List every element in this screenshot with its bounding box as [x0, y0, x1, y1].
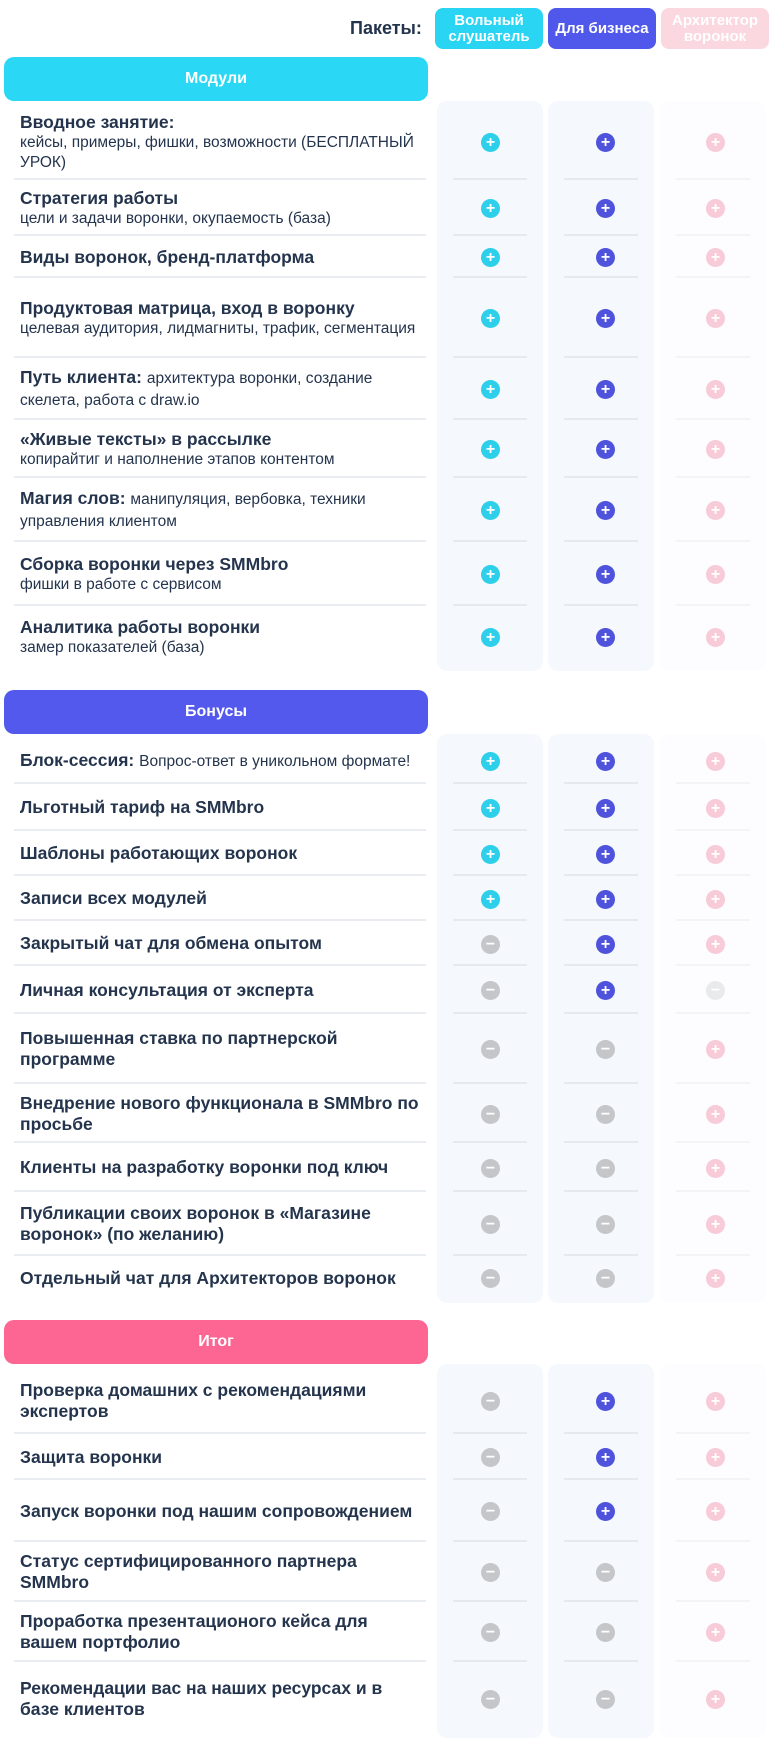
plus-circle-icon: +: [706, 1623, 725, 1642]
feature-text: [20, 104, 420, 180]
minus-circle-icon: −: [481, 1502, 500, 1521]
feature-text: [20, 1192, 420, 1256]
table-row: [0, 1084, 782, 1143]
plus-circle-icon: +: [596, 628, 615, 647]
plus-circle-icon: +: [706, 309, 725, 328]
plus-circle-icon: +: [706, 1269, 725, 1288]
feature-title: Путь клиента:: [20, 367, 142, 387]
feature-text: [20, 606, 420, 668]
feature-title: Шаблоны работающих воронок: [20, 843, 298, 863]
feature-title: Внедрение нового функционала в SMMbro по просьбе: [20, 1092, 419, 1134]
package-business[interactable]: Для бизнеса: [548, 8, 656, 49]
plus-circle-icon: +: [706, 752, 725, 771]
plus-circle-icon: +: [481, 752, 500, 771]
table-row: [0, 1367, 782, 1434]
plus-circle-icon: +: [706, 1690, 725, 1709]
feature-text: [20, 737, 420, 784]
feature-text: [20, 876, 420, 921]
feature-text: [20, 278, 420, 358]
plus-circle-icon: +: [596, 981, 615, 1000]
minus-circle-icon: −: [596, 1623, 615, 1642]
table-row: [0, 1014, 782, 1084]
minus-circle-icon: −: [596, 1690, 615, 1709]
plus-circle-icon: +: [596, 1502, 615, 1521]
table-row: [0, 278, 782, 358]
table-row: [0, 1602, 782, 1662]
plus-circle-icon: +: [596, 752, 615, 771]
table-row: [0, 236, 782, 278]
feature-text: [20, 1602, 420, 1662]
plus-circle-icon: +: [596, 133, 615, 152]
plus-circle-icon: +: [596, 799, 615, 818]
feature-desc: цели и задачи воронки, окупаемость (база): [20, 209, 331, 227]
table-row: [0, 831, 782, 876]
packages-header: [0, 8, 782, 50]
table-row: [0, 358, 782, 420]
feature-title: Проверка домашних с рекомендациями экспертов: [20, 1379, 367, 1421]
table-row: [0, 420, 782, 478]
table-row: [0, 737, 782, 784]
minus-circle-icon: −: [481, 1392, 500, 1411]
table-row: [0, 1480, 782, 1542]
minus-circle-icon: −: [481, 1215, 500, 1234]
plus-circle-icon: +: [596, 1448, 615, 1467]
plus-circle-icon: +: [706, 1502, 725, 1521]
feature-text: [20, 966, 420, 1014]
plus-circle-icon: +: [706, 1392, 725, 1411]
table-row: [0, 966, 782, 1014]
feature-text: [20, 1480, 420, 1542]
table-row: [0, 180, 782, 236]
packages-label: Пакеты:: [350, 18, 422, 38]
feature-title: Стратегия работы: [20, 187, 179, 208]
plus-circle-icon: +: [706, 133, 725, 152]
plus-circle-icon: +: [706, 380, 725, 399]
minus-circle-icon: −: [596, 1040, 615, 1059]
plus-circle-icon: +: [706, 565, 725, 584]
plus-circle-icon: +: [481, 565, 500, 584]
minus-circle-icon: −: [481, 1623, 500, 1642]
feature-title: Публикации своих воронок в «Магазине воронок» (по желанию): [20, 1203, 371, 1244]
plus-circle-icon: +: [481, 440, 500, 459]
plus-circle-icon: +: [706, 935, 725, 954]
feature-text: [20, 1662, 420, 1735]
plus-circle-icon: +: [481, 890, 500, 909]
plus-circle-icon: +: [706, 845, 725, 864]
plus-circle-icon: +: [706, 440, 725, 459]
table-row: [0, 478, 782, 542]
minus-circle-icon: −: [481, 935, 500, 954]
table-row: [0, 1662, 782, 1735]
feature-text: [20, 831, 420, 876]
minus-circle-icon: −: [596, 1215, 615, 1234]
table-row: [0, 921, 782, 966]
plus-circle-icon: +: [596, 845, 615, 864]
feature-title: Продуктовая матрица, вход в воронку: [20, 297, 355, 318]
minus-circle-icon: −: [481, 1563, 500, 1582]
table-row: [0, 1542, 782, 1602]
feature-title: Рекомендации вас на наших ресурсах и в базе клиентов: [20, 1677, 383, 1719]
minus-circle-icon: −: [481, 981, 500, 1000]
feature-title: «Живые тексты» в рассылке: [20, 428, 272, 449]
minus-circle-icon: −: [481, 1040, 500, 1059]
table-row: [0, 1256, 782, 1300]
feature-title: Личная консультация от эксперта: [20, 979, 314, 1000]
feature-text: [20, 1014, 420, 1084]
table-row: [0, 104, 782, 180]
plus-circle-icon: +: [706, 1563, 725, 1582]
feature-text: [20, 180, 420, 236]
package-free-listener[interactable]: Вольный слушатель: [435, 8, 543, 49]
feature-title: Записи всех модулей: [20, 888, 207, 908]
section-title: Бонусы: [4, 690, 428, 734]
feature-text: [20, 1367, 420, 1434]
feature-desc: кейсы, примеры, фишки, возможности (БЕСПЛАТНЫЙ УРОК): [20, 133, 414, 171]
plus-circle-icon: +: [596, 1392, 615, 1411]
minus-circle-icon: −: [596, 1105, 615, 1124]
feature-title: Отдельный чат для Архитекторов воронок: [20, 1267, 396, 1288]
table-row: [0, 784, 782, 831]
plus-circle-icon: +: [481, 380, 500, 399]
minus-circle-icon: −: [596, 1159, 615, 1178]
feature-desc: архитектура воронки, создание скелета, работа с draw.io: [20, 370, 373, 409]
plus-circle-icon: +: [596, 440, 615, 459]
feature-desc: Вопрос-ответ в уникольном формате!: [139, 752, 411, 770]
minus-circle-icon: −: [481, 1105, 500, 1124]
feature-text: [20, 1542, 420, 1602]
feature-desc: целевая аудитория, лидмагниты, трафик, сегментация: [20, 319, 416, 337]
plus-circle-icon: +: [706, 1448, 725, 1467]
feature-title: Магия слов:: [20, 488, 126, 508]
feature-text: [20, 1084, 420, 1143]
table-row: [0, 606, 782, 668]
plus-circle-icon: +: [706, 248, 725, 267]
plus-circle-icon: +: [481, 133, 500, 152]
feature-text: [20, 1143, 420, 1192]
feature-title: Запуск воронки под нашим сопровождением: [20, 1500, 413, 1521]
minus-circle-icon: −: [481, 1159, 500, 1178]
feature-desc: замер показателей (база): [20, 638, 205, 656]
plus-circle-icon: +: [481, 309, 500, 328]
plus-circle-icon: +: [706, 1215, 725, 1234]
feature-text: [20, 236, 420, 278]
feature-text: [20, 784, 420, 831]
plus-circle-icon: +: [706, 799, 725, 818]
minus-circle-icon: −: [481, 1448, 500, 1467]
plus-circle-icon: +: [481, 248, 500, 267]
plus-circle-icon: +: [481, 199, 500, 218]
plus-circle-icon: +: [706, 628, 725, 647]
feature-title: Аналитика работы воронки: [20, 616, 261, 637]
table-row: [0, 542, 782, 606]
section-title: Модули: [4, 57, 428, 101]
plus-circle-icon: +: [481, 628, 500, 647]
minus-circle-icon: −: [481, 1690, 500, 1709]
feature-title: Льготный тариф на SMMbro: [20, 797, 265, 817]
plus-circle-icon: +: [481, 799, 500, 818]
plus-circle-icon: +: [596, 309, 615, 328]
table-row: [0, 1434, 782, 1480]
feature-title: Проработка презентационого кейса для вашем портфолио: [20, 1611, 368, 1652]
plus-circle-icon: +: [596, 248, 615, 267]
feature-title: Вводное занятие:: [20, 111, 175, 132]
feature-desc: копирайтиг и наполнение этапов контентом: [20, 450, 335, 468]
feature-desc: манипуляция, вербовка, техники управления клиентом: [20, 491, 366, 530]
table-row: [0, 1192, 782, 1256]
plus-circle-icon: +: [596, 890, 615, 909]
plus-circle-icon: +: [481, 501, 500, 520]
feature-title: Повышенная ставка по партнерской программе: [20, 1028, 338, 1069]
feature-text: [20, 1256, 420, 1300]
plus-circle-icon: +: [596, 199, 615, 218]
feature-text: [20, 542, 420, 606]
minus-circle-icon: −: [596, 1269, 615, 1288]
feature-title: Сборка воронки через SMMbro: [20, 553, 289, 574]
plus-circle-icon: +: [481, 845, 500, 864]
plus-circle-icon: +: [706, 501, 725, 520]
minus-circle-icon: −: [706, 981, 725, 1000]
minus-circle-icon: −: [596, 1563, 615, 1582]
feature-title: Защита воронки: [20, 1446, 163, 1467]
feature-text: [20, 420, 420, 478]
feature-title: Блок-сессия:: [20, 749, 135, 770]
feature-desc: фишки в работе с сервисом: [20, 575, 222, 593]
plus-circle-icon: +: [706, 890, 725, 909]
feature-text: [20, 1434, 420, 1480]
plus-circle-icon: +: [706, 1040, 725, 1059]
feature-title: Закрытый чат для обмена опытом: [20, 933, 322, 953]
plus-circle-icon: +: [596, 565, 615, 584]
plus-circle-icon: +: [706, 1159, 725, 1178]
section-title: Итог: [4, 1320, 428, 1364]
feature-title: Статус сертифицированного партнера SMMbro: [20, 1551, 357, 1592]
feature-text: [20, 921, 420, 966]
table-row: [0, 1143, 782, 1192]
plus-circle-icon: +: [706, 1105, 725, 1124]
minus-circle-icon: −: [481, 1269, 500, 1288]
plus-circle-icon: +: [596, 501, 615, 520]
table-row: [0, 876, 782, 921]
package-funnel-architect[interactable]: Архитектор воронок: [661, 8, 769, 49]
feature-title: Клиенты на разработку воронки под ключ: [20, 1157, 389, 1177]
plus-circle-icon: +: [596, 935, 615, 954]
plus-circle-icon: +: [596, 380, 615, 399]
feature-title: Виды воронок, бренд-платформа: [20, 246, 315, 267]
feature-text: [20, 358, 420, 420]
feature-text: [20, 478, 420, 542]
plus-circle-icon: +: [706, 199, 725, 218]
